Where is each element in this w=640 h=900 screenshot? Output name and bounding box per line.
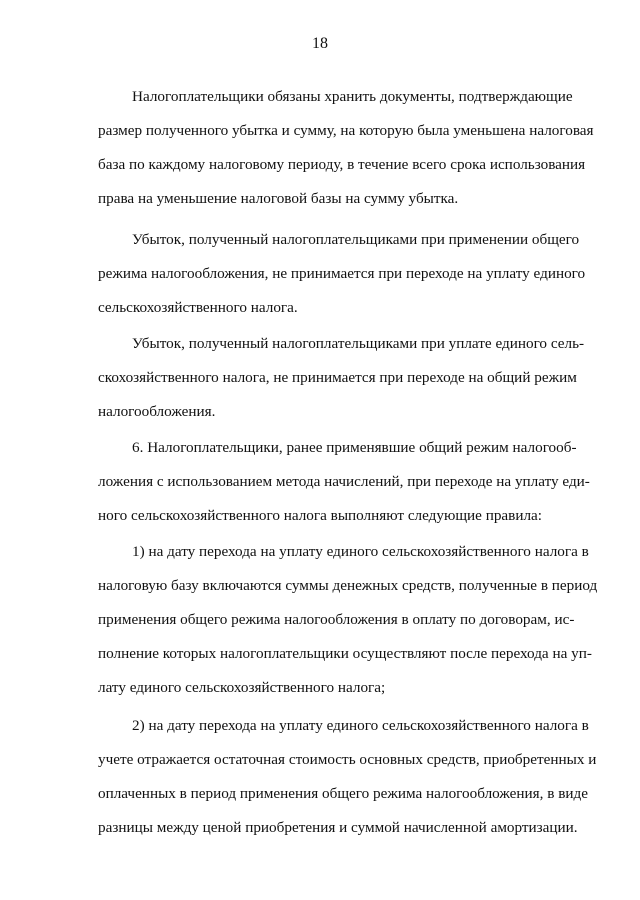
- text-line: сельскохозяйственного налога.: [98, 299, 298, 316]
- text-line: ложения с использованием метода начислений, при переходе на уплату еди-: [98, 473, 590, 490]
- text-line: налогообложения.: [98, 403, 216, 420]
- text-line: Убыток, полученный налогоплательщиками при уплате единого сель-: [132, 335, 585, 352]
- text-line: Убыток, полученный налогоплательщиками при применении общего: [132, 231, 580, 248]
- page-number: 18: [312, 35, 328, 52]
- text-line: налоговую базу включаются суммы денежных средств, полученные в период: [98, 577, 598, 594]
- text-line: ного сельскохозяйственного налога выполняют следующие правила:: [98, 507, 543, 524]
- text-line: 6. Налогоплательщики, ранее применявшие общий режим налогооб-: [132, 439, 577, 456]
- text-line: полнение которых налогоплательщики осуществляют после перехода на уп-: [98, 645, 592, 662]
- text-line: скохозяйственного налога, не принимается при переходе на общий режим: [98, 369, 577, 386]
- text-line: режима налогообложения, не принимается при переходе на уплату единого: [98, 265, 586, 282]
- text-line: лату единого сельскохозяйственного налога;: [98, 679, 386, 696]
- text-line: применения общего режима налогообложения в оплату по договорам, ис-: [98, 611, 575, 628]
- text-line: 2) на дату перехода на уплату единого сельскохозяйственного налога в: [132, 717, 589, 734]
- text-line: оплаченных в период применения общего режима налогообложения, в виде: [98, 785, 588, 802]
- text-line: база по каждому налоговому периоду, в течение всего срока использования: [98, 156, 586, 173]
- text-line: размер полученного убытка и сумму, на которую была уменьшена налоговая: [98, 122, 594, 139]
- text-line: Налогоплательщики обязаны хранить документы, подтверждающие: [132, 88, 573, 105]
- text-line: права на уменьшение налоговой базы на сумму убытка.: [98, 190, 459, 207]
- text-line: разницы между ценой приобретения и суммой начисленной амортизации.: [98, 819, 578, 836]
- text-line: 1) на дату перехода на уплату единого сельскохозяйственного налога в: [132, 543, 589, 560]
- text-line: учете отражается остаточная стоимость основных средств, приобретенных и: [98, 751, 597, 768]
